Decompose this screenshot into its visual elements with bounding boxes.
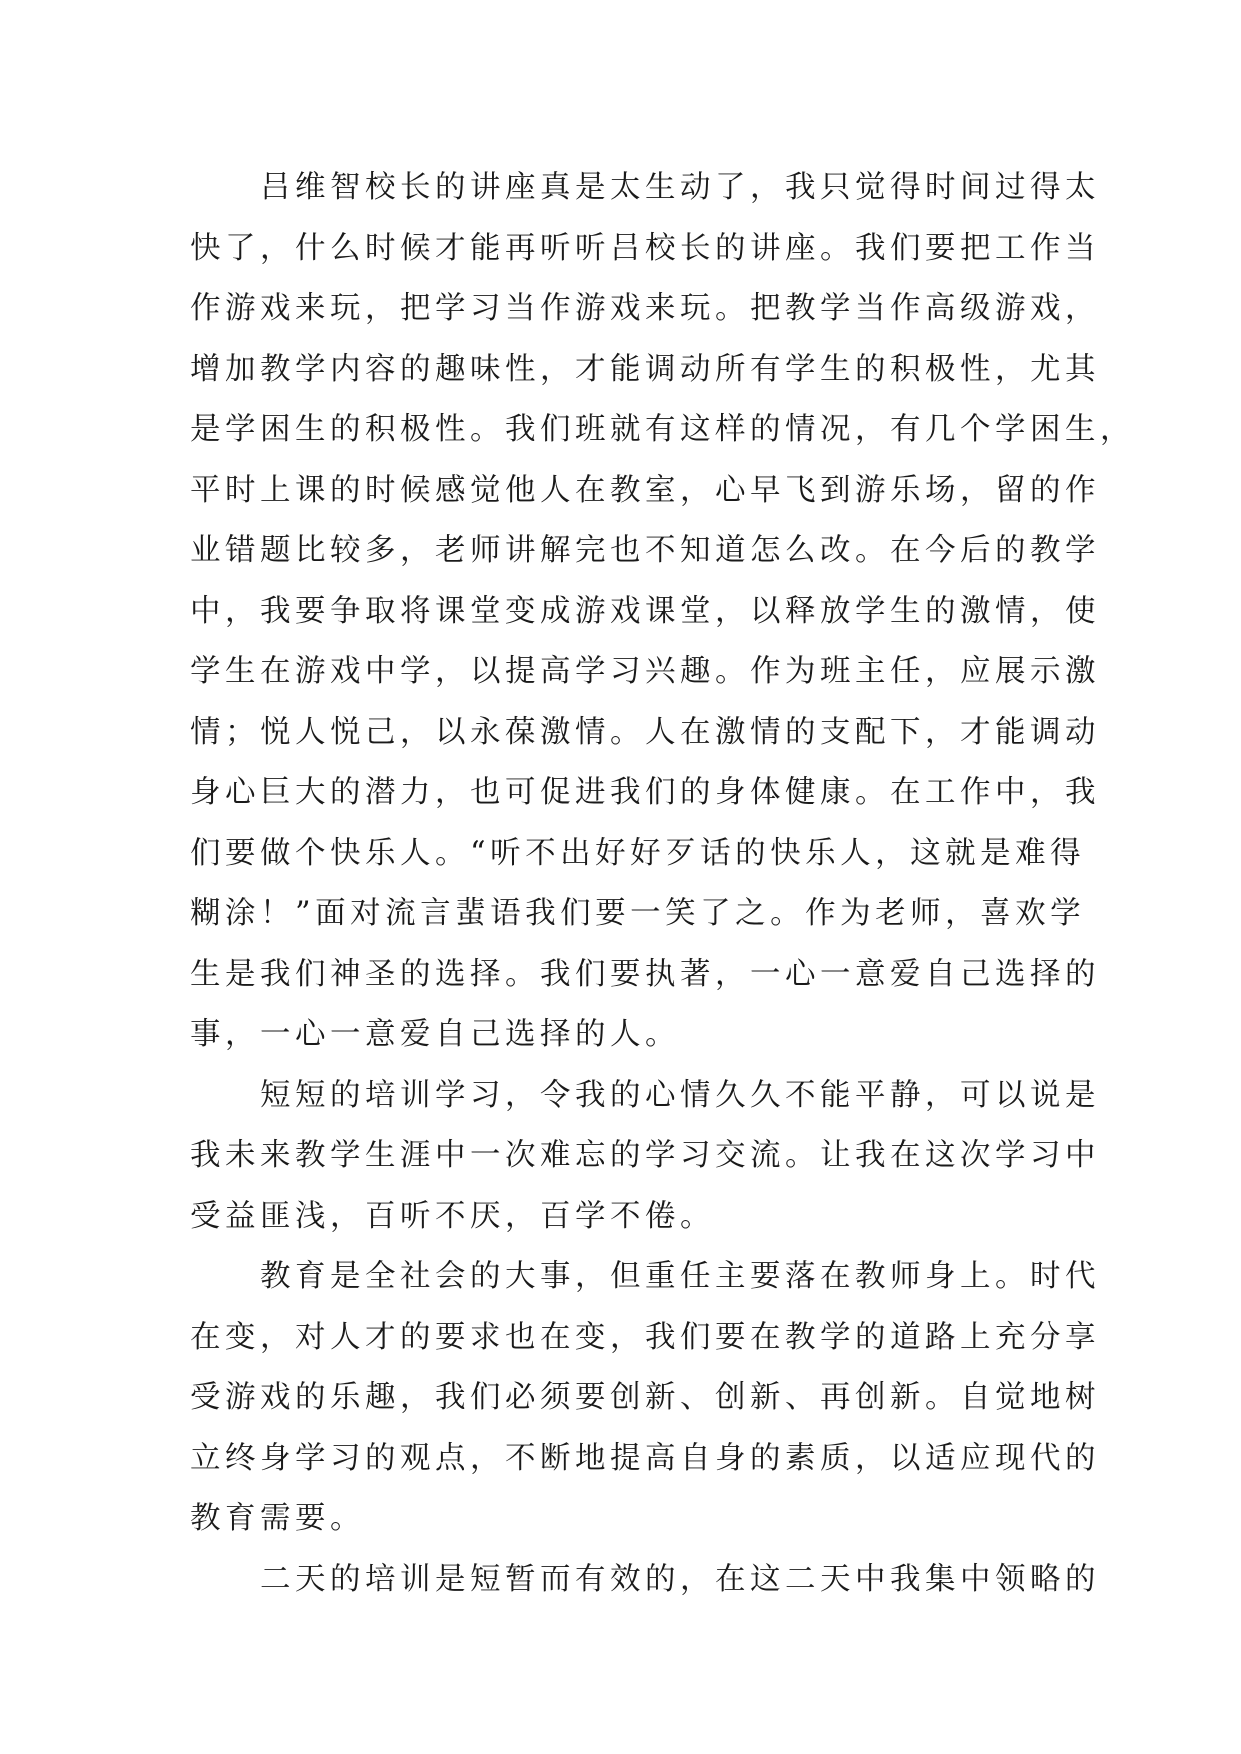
paragraph-2-line-3: 受益匪浅，百听不厌，百学不倦。 xyxy=(190,1198,715,1234)
paragraph-1-line-14: 生是我们神圣的选择。我们要执著，一心一意爱自己选择的 xyxy=(190,956,1100,992)
paragraph-1-line-1: 吕维智校长的讲座真是太生动了，我只觉得时间过得太 xyxy=(260,170,1100,205)
paragraph-1-line-10: 情；悦人悦己，以永葆激情。人在激情的支配下，才能调动 xyxy=(190,714,1100,750)
paragraph-1-line-9: 学生在游戏中学，以提高学习兴趣。作为班主任，应展示激 xyxy=(190,654,1100,689)
paragraph-1-line-4: 增加教学内容的趣味性，才能调动所有学生的积极性，尤其 xyxy=(190,351,1100,387)
paragraph-1-line-3: 作游戏来玩，把学习当作游戏来玩。把教学当作高级游戏， xyxy=(190,291,1100,326)
paragraph-1-line-12: 们要做个快乐人。“听不出好好歹话的快乐人，这就是难得 xyxy=(190,835,1086,871)
paragraph-3-line-1: 教育是全社会的大事，但重任主要落在教师身上。时代 xyxy=(260,1259,1100,1294)
paragraph-1-line-2: 快了，什么时候才能再听听吕校长的讲座。我们要把工作当 xyxy=(190,230,1100,266)
paragraph-1-line-7: 业错题比较多，老师讲解完也不知道怎么改。在今后的教学 xyxy=(190,533,1100,568)
paragraph-2-line-1: 短短的培训学习，令我的心情久久不能平静，可以说是 xyxy=(260,1077,1100,1113)
paragraph-3-line-4: 立终身学习的观点，不断地提高自身的素质，以适应现代的 xyxy=(190,1440,1100,1476)
paragraph-1-line-11: 身心巨大的潜力，也可促进我们的身体健康。在工作中，我 xyxy=(190,775,1100,810)
paragraph-3-line-3: 受游戏的乐趣，我们必须要创新、创新、再创新。自觉地树 xyxy=(190,1380,1100,1415)
paragraph-1-line-8: 中，我要争取将课堂变成游戏课堂，以释放学生的激情，使 xyxy=(190,593,1100,629)
paragraph-3-line-2: 在变，对人才的要求也在变，我们要在教学的道路上充分享 xyxy=(190,1319,1100,1355)
paragraph-1-line-5: 是学困生的积极性。我们班就有这样的情况，有几个学困生， xyxy=(190,412,1135,447)
paragraph-1-line-13: 糊涂！”面对流言蜚语我们要一笑了之。作为老师，喜欢学 xyxy=(190,896,1086,931)
document-body xyxy=(190,158,1135,1610)
paragraph-4-line-1: 二天的培训是短暂而有效的，在这二天中我集中领略的 xyxy=(260,1561,1100,1597)
paragraph-1-line-15: 事，一心一意爱自己选择的人。 xyxy=(190,1017,680,1052)
paragraph-1-line-6: 平时上课的时候感觉他人在教室，心早飞到游乐场，留的作 xyxy=(190,472,1100,508)
paragraph-3-line-5: 教育需要。 xyxy=(190,1501,365,1536)
paragraph-2-line-2: 我未来教学生涯中一次难忘的学习交流。让我在这次学习中 xyxy=(190,1138,1100,1173)
